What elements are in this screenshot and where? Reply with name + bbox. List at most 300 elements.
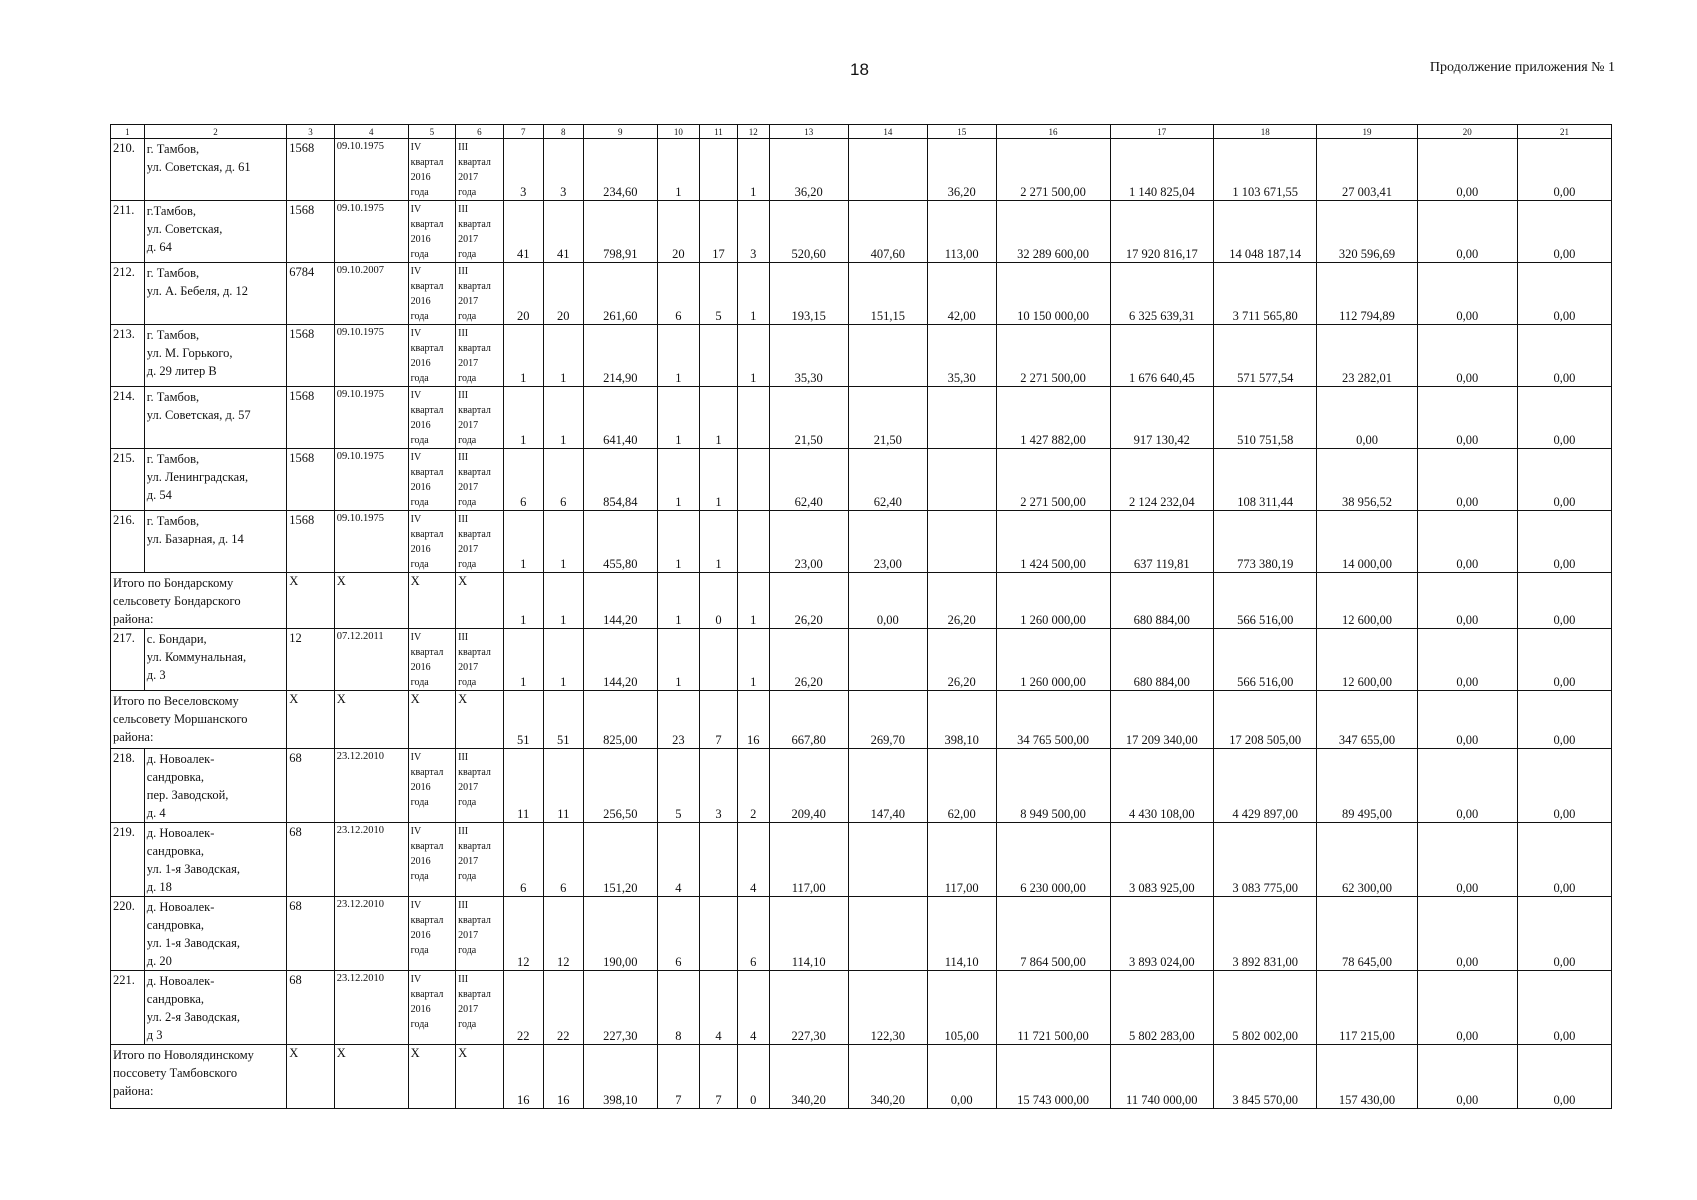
- value-cell: 20: [503, 263, 543, 325]
- value-cell: 35,30: [769, 325, 848, 387]
- value-cell: 1: [657, 387, 699, 449]
- address-cell: д. Новоалек- сандровка, пер. Заводской, д. 4: [144, 749, 287, 823]
- value-cell: 1 676 640,45: [1110, 325, 1213, 387]
- value-cell: 14 000,00: [1317, 511, 1417, 573]
- value-cell: 41: [503, 201, 543, 263]
- value-cell: 5 802 283,00: [1110, 971, 1213, 1045]
- column-number: 15: [927, 125, 996, 139]
- column-number: 11: [699, 125, 737, 139]
- column-number: 19: [1317, 125, 1417, 139]
- value-cell: 1: [737, 573, 769, 629]
- value-cell: 114,10: [769, 897, 848, 971]
- period-start-cell: IV квартал 2016 года: [408, 749, 456, 823]
- value-cell: 11: [503, 749, 543, 823]
- value-cell: 0,00: [1417, 749, 1517, 823]
- doc-number-cell: 1568: [287, 325, 335, 387]
- value-cell: 680 884,00: [1110, 629, 1213, 691]
- x-mark: X: [287, 573, 335, 629]
- row-number: 216.: [111, 511, 145, 573]
- value-cell: [699, 139, 737, 201]
- column-number-row: [111, 125, 1612, 139]
- value-cell: 4 430 108,00: [1110, 749, 1213, 823]
- value-cell: 151,15: [848, 263, 927, 325]
- value-cell: 193,15: [769, 263, 848, 325]
- value-cell: 0,00: [1517, 325, 1611, 387]
- value-cell: 144,20: [583, 573, 657, 629]
- value-cell: 6 230 000,00: [996, 823, 1110, 897]
- value-cell: 23,00: [848, 511, 927, 573]
- value-cell: 510 751,58: [1213, 387, 1316, 449]
- value-cell: 6: [543, 823, 583, 897]
- value-cell: 4: [737, 823, 769, 897]
- value-cell: 16: [503, 1045, 543, 1109]
- address-cell: г.Тамбов, ул. Советская, д. 64: [144, 201, 287, 263]
- value-cell: 1 140 825,04: [1110, 139, 1213, 201]
- value-cell: 3 083 775,00: [1213, 823, 1316, 897]
- value-cell: 16: [737, 691, 769, 749]
- value-cell: 23: [657, 691, 699, 749]
- value-cell: 26,20: [927, 573, 996, 629]
- value-cell: 1: [503, 387, 543, 449]
- value-cell: 6: [657, 263, 699, 325]
- date-cell: 07.12.2011: [334, 629, 408, 691]
- value-cell: 1: [503, 511, 543, 573]
- value-cell: 62,40: [769, 449, 848, 511]
- table-row: [111, 449, 1612, 511]
- value-cell: [737, 387, 769, 449]
- value-cell: 151,20: [583, 823, 657, 897]
- subtotal-label: Итого по Новолядинскому поссовету Тамбовского района:: [111, 1045, 287, 1109]
- value-cell: 117,00: [769, 823, 848, 897]
- value-cell: 0,00: [1517, 629, 1611, 691]
- value-cell: 0,00: [1417, 201, 1517, 263]
- value-cell: 0,00: [1517, 387, 1611, 449]
- value-cell: 1: [657, 511, 699, 573]
- column-number: 16: [996, 125, 1110, 139]
- value-cell: 21,50: [848, 387, 927, 449]
- value-cell: 7: [657, 1045, 699, 1109]
- value-cell: [927, 449, 996, 511]
- value-cell: 105,00: [927, 971, 996, 1045]
- doc-number-cell: 1568: [287, 387, 335, 449]
- value-cell: 147,40: [848, 749, 927, 823]
- period-end-cell: III квартал 2017 года: [456, 139, 504, 201]
- value-cell: 0,00: [1517, 971, 1611, 1045]
- value-cell: 0,00: [927, 1045, 996, 1109]
- value-cell: 12 600,00: [1317, 629, 1417, 691]
- value-cell: 7 864 500,00: [996, 897, 1110, 971]
- value-cell: 78 645,00: [1317, 897, 1417, 971]
- value-cell: 261,60: [583, 263, 657, 325]
- value-cell: [848, 823, 927, 897]
- value-cell: 7: [699, 691, 737, 749]
- period-end-cell: III квартал 2017 года: [456, 449, 504, 511]
- register-table: [110, 124, 1612, 1109]
- value-cell: 1: [699, 387, 737, 449]
- column-number: 6: [456, 125, 504, 139]
- date-cell: 23.12.2010: [334, 897, 408, 971]
- date-cell: 09.10.1975: [334, 511, 408, 573]
- value-cell: 0,00: [1417, 139, 1517, 201]
- value-cell: 0,00: [1517, 449, 1611, 511]
- doc-number-cell: 1568: [287, 449, 335, 511]
- value-cell: 1: [699, 449, 737, 511]
- doc-number-cell: 1568: [287, 139, 335, 201]
- value-cell: 0,00: [1517, 201, 1611, 263]
- value-cell: 1: [543, 511, 583, 573]
- value-cell: 0: [737, 1045, 769, 1109]
- value-cell: 3: [737, 201, 769, 263]
- value-cell: 38 956,52: [1317, 449, 1417, 511]
- value-cell: 0,00: [1517, 749, 1611, 823]
- value-cell: 8: [657, 971, 699, 1045]
- period-start-cell: IV квартал 2016 года: [408, 971, 456, 1045]
- value-cell: 347 655,00: [1317, 691, 1417, 749]
- value-cell: 7: [699, 1045, 737, 1109]
- value-cell: 641,40: [583, 387, 657, 449]
- column-number: 12: [737, 125, 769, 139]
- doc-number-cell: 1568: [287, 511, 335, 573]
- value-cell: 455,80: [583, 511, 657, 573]
- value-cell: 12 600,00: [1317, 573, 1417, 629]
- address-cell: г. Тамбов, ул. М. Горького, д. 29 литер В: [144, 325, 287, 387]
- date-cell: 09.10.1975: [334, 139, 408, 201]
- value-cell: 1: [657, 139, 699, 201]
- value-cell: 157 430,00: [1317, 1045, 1417, 1109]
- value-cell: 26,20: [769, 573, 848, 629]
- value-cell: 4 429 897,00: [1213, 749, 1316, 823]
- period-end-cell: III квартал 2017 года: [456, 749, 504, 823]
- value-cell: 22: [503, 971, 543, 1045]
- value-cell: 1 260 000,00: [996, 629, 1110, 691]
- table-row: [111, 897, 1612, 971]
- x-mark: X: [408, 1045, 456, 1109]
- value-cell: 3 893 024,00: [1110, 897, 1213, 971]
- value-cell: 3: [699, 749, 737, 823]
- period-end-cell: III квартал 2017 года: [456, 263, 504, 325]
- column-number: 18: [1213, 125, 1316, 139]
- value-cell: 3 892 831,00: [1213, 897, 1316, 971]
- value-cell: 0,00: [1517, 511, 1611, 573]
- value-cell: 17: [699, 201, 737, 263]
- period-start-cell: IV квартал 2016 года: [408, 511, 456, 573]
- value-cell: 62,40: [848, 449, 927, 511]
- value-cell: 1: [699, 511, 737, 573]
- value-cell: 1: [737, 139, 769, 201]
- row-number: 214.: [111, 387, 145, 449]
- value-cell: 17 208 505,00: [1213, 691, 1316, 749]
- value-cell: [848, 897, 927, 971]
- value-cell: 1: [503, 629, 543, 691]
- value-cell: 0,00: [1417, 263, 1517, 325]
- value-cell: 214,90: [583, 325, 657, 387]
- value-cell: 398,10: [927, 691, 996, 749]
- column-number: 4: [334, 125, 408, 139]
- row-number: 220.: [111, 897, 145, 971]
- value-cell: 22: [543, 971, 583, 1045]
- value-cell: [927, 387, 996, 449]
- period-start-cell: IV квартал 2016 года: [408, 823, 456, 897]
- row-number: 221.: [111, 971, 145, 1045]
- value-cell: 112 794,89: [1317, 263, 1417, 325]
- value-cell: 0,00: [1417, 1045, 1517, 1109]
- value-cell: 35,30: [927, 325, 996, 387]
- period-end-cell: III квартал 2017 года: [456, 823, 504, 897]
- value-cell: 51: [543, 691, 583, 749]
- value-cell: 0,00: [848, 573, 927, 629]
- value-cell: 16: [543, 1045, 583, 1109]
- value-cell: 144,20: [583, 629, 657, 691]
- period-end-cell: III квартал 2017 года: [456, 629, 504, 691]
- value-cell: 209,40: [769, 749, 848, 823]
- value-cell: 11 721 500,00: [996, 971, 1110, 1045]
- value-cell: 1: [543, 387, 583, 449]
- address-cell: д. Новоалек- сандровка, ул. 1-я Заводская, д. 20: [144, 897, 287, 971]
- address-cell: д. Новоалек- сандровка, ул. 1-я Заводская, д. 18: [144, 823, 287, 897]
- value-cell: 398,10: [583, 1045, 657, 1109]
- value-cell: 854,84: [583, 449, 657, 511]
- value-cell: [848, 325, 927, 387]
- period-end-cell: III квартал 2017 года: [456, 387, 504, 449]
- value-cell: 20: [543, 263, 583, 325]
- value-cell: 10 150 000,00: [996, 263, 1110, 325]
- column-number: 1: [111, 125, 145, 139]
- page-number: 18: [850, 60, 869, 79]
- value-cell: 1 427 882,00: [996, 387, 1110, 449]
- value-cell: 1: [737, 263, 769, 325]
- value-cell: 234,60: [583, 139, 657, 201]
- value-cell: 6: [657, 897, 699, 971]
- value-cell: 0,00: [1517, 573, 1611, 629]
- x-mark: X: [456, 1045, 504, 1109]
- value-cell: 566 516,00: [1213, 629, 1316, 691]
- value-cell: 3: [503, 139, 543, 201]
- period-start-cell: IV квартал 2016 года: [408, 263, 456, 325]
- value-cell: 520,60: [769, 201, 848, 263]
- doc-number-cell: 12: [287, 629, 335, 691]
- value-cell: 32 289 600,00: [996, 201, 1110, 263]
- value-cell: 773 380,19: [1213, 511, 1316, 573]
- x-mark: X: [456, 691, 504, 749]
- value-cell: 12: [543, 897, 583, 971]
- value-cell: 1: [543, 573, 583, 629]
- address-cell: г. Тамбов, ул. А. Бебеля, д. 12: [144, 263, 287, 325]
- table-row: [111, 387, 1612, 449]
- row-number: 217.: [111, 629, 145, 691]
- value-cell: [737, 449, 769, 511]
- period-start-cell: IV квартал 2016 года: [408, 139, 456, 201]
- row-number: 210.: [111, 139, 145, 201]
- value-cell: 6: [737, 897, 769, 971]
- value-cell: 566 516,00: [1213, 573, 1316, 629]
- value-cell: 6: [503, 449, 543, 511]
- value-cell: [699, 629, 737, 691]
- value-cell: 0,00: [1417, 691, 1517, 749]
- doc-number-cell: 68: [287, 971, 335, 1045]
- column-number: 21: [1517, 125, 1611, 139]
- value-cell: 0,00: [1417, 449, 1517, 511]
- value-cell: 0,00: [1517, 139, 1611, 201]
- value-cell: 27 003,41: [1317, 139, 1417, 201]
- value-cell: 62 300,00: [1317, 823, 1417, 897]
- value-cell: [927, 511, 996, 573]
- value-cell: 0,00: [1317, 387, 1417, 449]
- value-cell: 0: [699, 573, 737, 629]
- value-cell: 340,20: [848, 1045, 927, 1109]
- column-number: 10: [657, 125, 699, 139]
- subtotal-label: Итого по Веселовскому сельсовету Моршанского района:: [111, 691, 287, 749]
- x-mark: X: [287, 1045, 335, 1109]
- x-mark: X: [334, 1045, 408, 1109]
- value-cell: 1 103 671,55: [1213, 139, 1316, 201]
- date-cell: 09.10.1975: [334, 449, 408, 511]
- value-cell: 1: [657, 629, 699, 691]
- subtotal-label: Итого по Бондарскому сельсовету Бондарского района:: [111, 573, 287, 629]
- column-number: 8: [543, 125, 583, 139]
- period-end-cell: III квартал 2017 года: [456, 511, 504, 573]
- value-cell: 3: [543, 139, 583, 201]
- value-cell: 5 802 002,00: [1213, 971, 1316, 1045]
- date-cell: 09.10.1975: [334, 325, 408, 387]
- value-cell: 667,80: [769, 691, 848, 749]
- value-cell: 190,00: [583, 897, 657, 971]
- value-cell: 4: [699, 971, 737, 1045]
- row-number: 211.: [111, 201, 145, 263]
- value-cell: 1: [657, 325, 699, 387]
- value-cell: 6 325 639,31: [1110, 263, 1213, 325]
- value-cell: 1 260 000,00: [996, 573, 1110, 629]
- value-cell: 4: [737, 971, 769, 1045]
- period-end-cell: III квартал 2017 года: [456, 325, 504, 387]
- address-cell: д. Новоалек- сандровка, ул. 2-я Заводская, д 3: [144, 971, 287, 1045]
- value-cell: 36,20: [769, 139, 848, 201]
- value-cell: 117 215,00: [1317, 971, 1417, 1045]
- value-cell: 1: [657, 449, 699, 511]
- value-cell: 340,20: [769, 1045, 848, 1109]
- value-cell: 117,00: [927, 823, 996, 897]
- row-number: 219.: [111, 823, 145, 897]
- value-cell: 5: [699, 263, 737, 325]
- value-cell: [699, 823, 737, 897]
- date-cell: 09.10.1975: [334, 201, 408, 263]
- value-cell: 41: [543, 201, 583, 263]
- value-cell: 0,00: [1417, 511, 1517, 573]
- table-row: [111, 971, 1612, 1045]
- address-cell: г. Тамбов, ул. Советская, д. 61: [144, 139, 287, 201]
- value-cell: [699, 897, 737, 971]
- value-cell: 0,00: [1417, 325, 1517, 387]
- value-cell: 51: [503, 691, 543, 749]
- row-number: 218.: [111, 749, 145, 823]
- x-mark: X: [334, 573, 408, 629]
- value-cell: 6: [543, 449, 583, 511]
- value-cell: 0,00: [1517, 1045, 1611, 1109]
- doc-number-cell: 68: [287, 749, 335, 823]
- value-cell: 122,30: [848, 971, 927, 1045]
- value-cell: 0,00: [1417, 629, 1517, 691]
- date-cell: 23.12.2010: [334, 823, 408, 897]
- address-cell: г. Тамбов, ул. Советская, д. 57: [144, 387, 287, 449]
- column-number: 9: [583, 125, 657, 139]
- column-number: 14: [848, 125, 927, 139]
- doc-number-cell: 68: [287, 823, 335, 897]
- value-cell: 0,00: [1417, 823, 1517, 897]
- value-cell: 2: [737, 749, 769, 823]
- value-cell: 5: [657, 749, 699, 823]
- period-start-cell: IV квартал 2016 года: [408, 629, 456, 691]
- register-body: [111, 139, 1612, 1109]
- value-cell: 14 048 187,14: [1213, 201, 1316, 263]
- row-number: 215.: [111, 449, 145, 511]
- column-number: 3: [287, 125, 335, 139]
- value-cell: 256,50: [583, 749, 657, 823]
- value-cell: [699, 325, 737, 387]
- date-cell: 09.10.2007: [334, 263, 408, 325]
- table-row: [111, 629, 1612, 691]
- value-cell: [848, 629, 927, 691]
- value-cell: 36,20: [927, 139, 996, 201]
- x-mark: X: [408, 573, 456, 629]
- value-cell: 26,20: [769, 629, 848, 691]
- doc-number-cell: 6784: [287, 263, 335, 325]
- column-number: 7: [503, 125, 543, 139]
- period-end-cell: III квартал 2017 года: [456, 201, 504, 263]
- value-cell: 113,00: [927, 201, 996, 263]
- x-mark: X: [408, 691, 456, 749]
- column-number: 5: [408, 125, 456, 139]
- value-cell: 825,00: [583, 691, 657, 749]
- value-cell: 1: [543, 629, 583, 691]
- value-cell: 680 884,00: [1110, 573, 1213, 629]
- value-cell: 17 920 816,17: [1110, 201, 1213, 263]
- doc-number-cell: 68: [287, 897, 335, 971]
- value-cell: 11 740 000,00: [1110, 1045, 1213, 1109]
- table-row: [111, 823, 1612, 897]
- table-row: [111, 511, 1612, 573]
- value-cell: [737, 511, 769, 573]
- value-cell: [848, 139, 927, 201]
- period-end-cell: III квартал 2017 года: [456, 971, 504, 1045]
- date-cell: 23.12.2010: [334, 971, 408, 1045]
- period-start-cell: IV квартал 2016 года: [408, 449, 456, 511]
- x-mark: X: [334, 691, 408, 749]
- period-start-cell: IV квартал 2016 года: [408, 387, 456, 449]
- doc-number-cell: 1568: [287, 201, 335, 263]
- value-cell: 320 596,69: [1317, 201, 1417, 263]
- address-cell: с. Бондари, ул. Коммунальная, д. 3: [144, 629, 287, 691]
- value-cell: 108 311,44: [1213, 449, 1316, 511]
- value-cell: 114,10: [927, 897, 996, 971]
- value-cell: 23 282,01: [1317, 325, 1417, 387]
- value-cell: 798,91: [583, 201, 657, 263]
- period-start-cell: IV квартал 2016 года: [408, 201, 456, 263]
- value-cell: 3 083 925,00: [1110, 823, 1213, 897]
- value-cell: 0,00: [1517, 263, 1611, 325]
- subtotal-row: [111, 1045, 1612, 1109]
- value-cell: 2 271 500,00: [996, 449, 1110, 511]
- value-cell: 2 271 500,00: [996, 139, 1110, 201]
- value-cell: 62,00: [927, 749, 996, 823]
- row-number: 212.: [111, 263, 145, 325]
- table-row: [111, 749, 1612, 823]
- value-cell: 3 711 565,80: [1213, 263, 1316, 325]
- value-cell: 1 424 500,00: [996, 511, 1110, 573]
- column-number: 17: [1110, 125, 1213, 139]
- value-cell: 34 765 500,00: [996, 691, 1110, 749]
- row-number: 213.: [111, 325, 145, 387]
- subtotal-row: [111, 573, 1612, 629]
- value-cell: 0,00: [1417, 387, 1517, 449]
